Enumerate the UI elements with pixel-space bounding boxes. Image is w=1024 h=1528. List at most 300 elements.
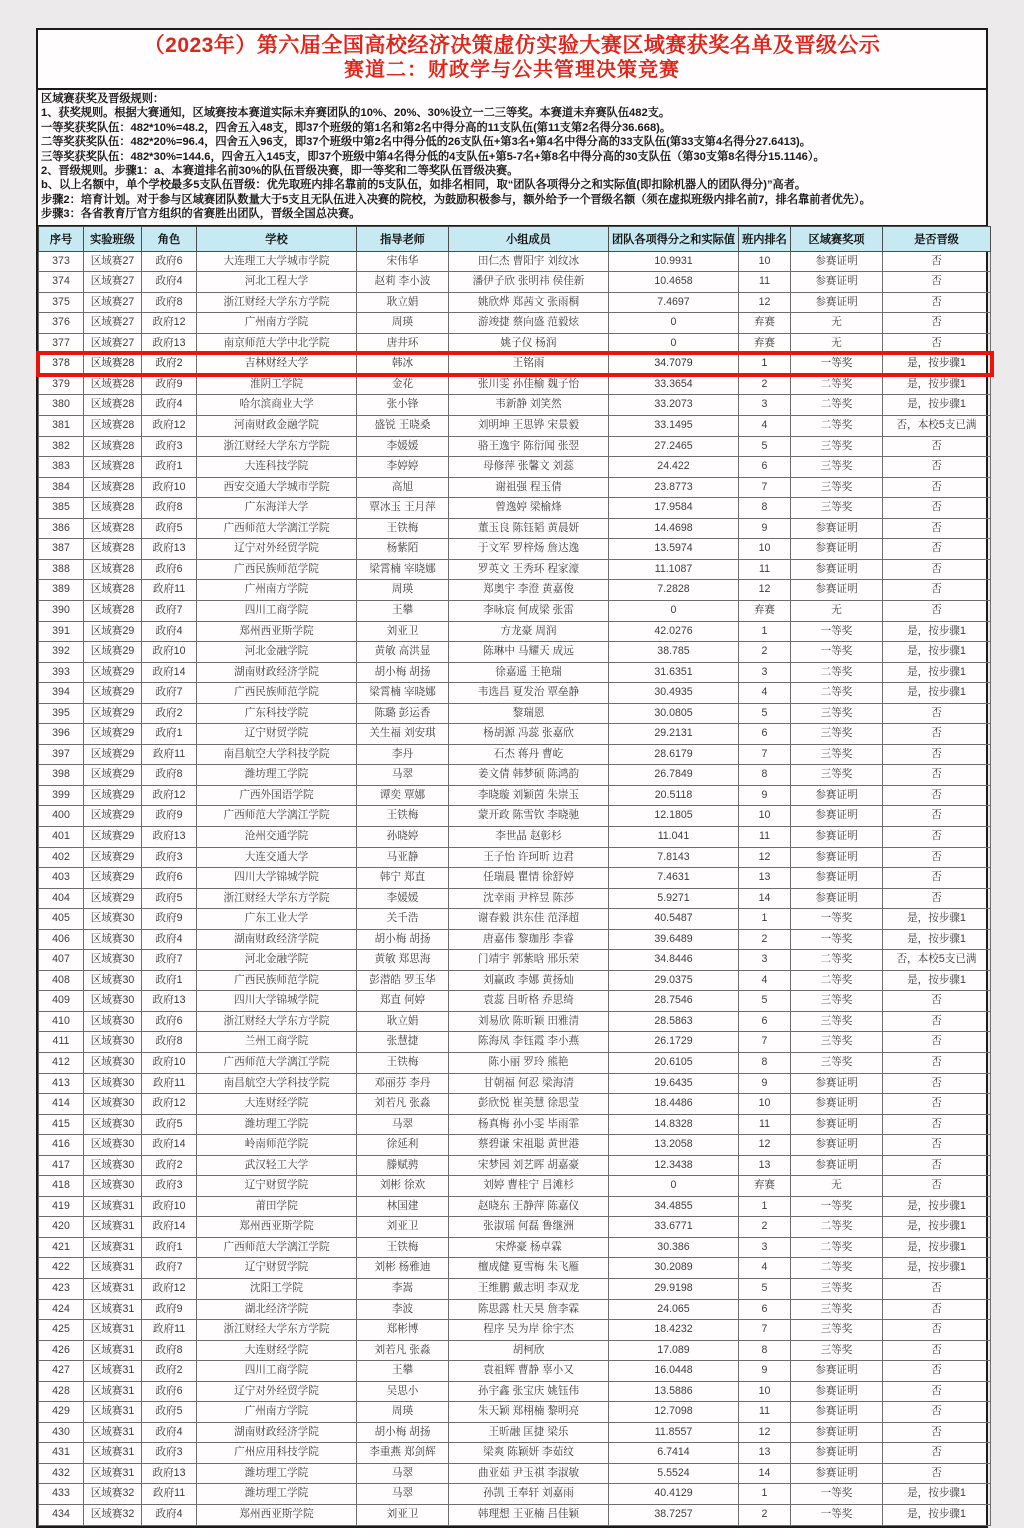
cell-promoted: 否 xyxy=(883,580,991,601)
cell-members: 石杰 蒋丹 曹屹 xyxy=(449,744,609,765)
cell-award: 参赛证明 xyxy=(791,1463,883,1484)
cell-promoted: 否 xyxy=(883,559,991,580)
cell-class: 区域赛30 xyxy=(84,991,142,1012)
cell-score: 26.1729 xyxy=(609,1032,739,1053)
cell-class-rank: 6 xyxy=(739,724,791,745)
cell-advisor: 周瑛 xyxy=(357,313,449,334)
cell-role: 政府1 xyxy=(142,457,197,478)
rules-block xyxy=(38,90,986,226)
cell-class: 区域赛30 xyxy=(84,970,142,991)
cell-role: 政府6 xyxy=(142,559,197,580)
table-row xyxy=(39,1422,991,1443)
cell-class-rank: 3 xyxy=(739,950,791,971)
cell-class: 区域赛30 xyxy=(84,1176,142,1197)
table-row xyxy=(39,703,991,724)
cell-score: 30.2089 xyxy=(609,1258,739,1279)
cell-score: 12.3438 xyxy=(609,1155,739,1176)
cell-promoted: 是，按步骤1 xyxy=(883,662,991,683)
cell-role: 政府4 xyxy=(142,929,197,950)
cell-advisor: 周瑛 xyxy=(357,580,449,601)
cell-role: 政府12 xyxy=(142,1279,197,1300)
cell-score: 33.3654 xyxy=(609,374,739,395)
cell-class-rank: 11 xyxy=(739,559,791,580)
cell-score: 28.5863 xyxy=(609,1011,739,1032)
cell-role: 政府11 xyxy=(142,1484,197,1505)
cell-class: 区域赛28 xyxy=(84,600,142,621)
table-row xyxy=(39,683,991,704)
cell-class-rank: 10 xyxy=(739,1381,791,1402)
cell-award: 一等奖 xyxy=(791,909,883,930)
cell-score: 0 xyxy=(609,1176,739,1197)
cell-award: 三等奖 xyxy=(791,1032,883,1053)
cell-promoted: 否 xyxy=(883,333,991,354)
cell-school: 湖南财政经济学院 xyxy=(197,929,357,950)
cell-score: 0 xyxy=(609,600,739,621)
cell-class-rank: 弃赛 xyxy=(739,600,791,621)
cell-award: 参赛证明 xyxy=(791,1402,883,1423)
cell-advisor: 李丹 xyxy=(357,744,449,765)
cell-award: 三等奖 xyxy=(791,1052,883,1073)
cell-class-rank: 4 xyxy=(739,416,791,437)
cell-role: 政府5 xyxy=(142,1114,197,1135)
column-header-serial: 序号 xyxy=(39,226,84,251)
cell-award: 参赛证明 xyxy=(791,251,883,272)
cell-score: 40.4129 xyxy=(609,1484,739,1505)
cell-score: 7.2828 xyxy=(609,580,739,601)
cell-school: 大连财经学院 xyxy=(197,1340,357,1361)
cell-members: 梁爽 陈颖妍 李茹纹 xyxy=(449,1443,609,1464)
cell-score: 5.9271 xyxy=(609,888,739,909)
cell-advisor: 宋伟华 xyxy=(357,251,449,272)
cell-school: 潍坊理工学院 xyxy=(197,1484,357,1505)
cell-advisor: 刘彬 杨雅迪 xyxy=(357,1258,449,1279)
cell-award: 三等奖 xyxy=(791,1340,883,1361)
cell-promoted: 否 xyxy=(883,1052,991,1073)
cell-serial: 414 xyxy=(39,1094,84,1115)
cell-serial: 374 xyxy=(39,272,84,293)
cell-role: 政府5 xyxy=(142,518,197,539)
cell-role: 政府11 xyxy=(142,1320,197,1341)
cell-class-rank: 弃赛 xyxy=(739,333,791,354)
cell-advisor: 韩冰 xyxy=(357,354,449,375)
cell-school: 广西师范大学漓江学院 xyxy=(197,1052,357,1073)
cell-award: 三等奖 xyxy=(791,724,883,745)
cell-serial: 421 xyxy=(39,1237,84,1258)
cell-advisor: 杨紫陌 xyxy=(357,539,449,560)
cell-score: 17.089 xyxy=(609,1340,739,1361)
cell-role: 政府9 xyxy=(142,1299,197,1320)
cell-role: 政府8 xyxy=(142,1340,197,1361)
cell-promoted: 否 xyxy=(883,868,991,889)
cell-promoted: 是，按步骤1 xyxy=(883,683,991,704)
cell-score: 13.2058 xyxy=(609,1135,739,1156)
table-row xyxy=(39,1094,991,1115)
cell-award: 参赛证明 xyxy=(791,888,883,909)
table-row xyxy=(39,806,991,827)
cell-award: 一等奖 xyxy=(791,1505,883,1526)
cell-role: 政府12 xyxy=(142,416,197,437)
cell-award: 参赛证明 xyxy=(791,1094,883,1115)
cell-school: 湖南财政经济学院 xyxy=(197,1422,357,1443)
cell-school: 郑州西亚斯学院 xyxy=(197,621,357,642)
cell-promoted: 否 xyxy=(883,1114,991,1135)
cell-school: 四川工商学院 xyxy=(197,1361,357,1382)
cell-school: 辽宁对外经贸学院 xyxy=(197,1381,357,1402)
cell-award: 二等奖 xyxy=(791,683,883,704)
cell-advisor: 王铁梅 xyxy=(357,518,449,539)
cell-promoted: 否 xyxy=(883,1155,991,1176)
cell-advisor: 张小锋 xyxy=(357,395,449,416)
cell-class: 区域赛31 xyxy=(84,1422,142,1443)
cell-class-rank: 7 xyxy=(739,744,791,765)
cell-award: 参赛证明 xyxy=(791,1443,883,1464)
cell-school: 广州南方学院 xyxy=(197,580,357,601)
cell-school: 广西外国语学院 xyxy=(197,785,357,806)
cell-score: 30.4935 xyxy=(609,683,739,704)
column-header-class: 实验班级 xyxy=(84,226,142,251)
table-row xyxy=(39,909,991,930)
cell-class-rank: 10 xyxy=(739,1094,791,1115)
cell-role: 政府7 xyxy=(142,950,197,971)
cell-serial: 389 xyxy=(39,580,84,601)
cell-role: 政府13 xyxy=(142,333,197,354)
cell-award: 二等奖 xyxy=(791,1237,883,1258)
cell-serial: 397 xyxy=(39,744,84,765)
rule-line-4: 三等奖获奖队伍：482*30%=144.6，四舍五入145支，即37个班级中第4名得分低的4支队伍+第5-7名+第8名中得分高的30支队伍（第30支第8名得分15.1146）。 xyxy=(41,150,825,163)
table-row xyxy=(39,621,991,642)
cell-school: 广州应用科技学院 xyxy=(197,1443,357,1464)
cell-members: 王子怡 许珂昕 边君 xyxy=(449,847,609,868)
cell-advisor: 王铁梅 xyxy=(357,806,449,827)
cell-advisor: 孙晓婷 xyxy=(357,826,449,847)
cell-school: 莆田学院 xyxy=(197,1196,357,1217)
cell-class-rank: 5 xyxy=(739,991,791,1012)
cell-promoted: 否 xyxy=(883,806,991,827)
cell-school: 沧州交通学院 xyxy=(197,826,357,847)
cell-score: 23.8773 xyxy=(609,477,739,498)
cell-role: 政府8 xyxy=(142,1032,197,1053)
cell-award: 参赛证明 xyxy=(791,580,883,601)
cell-score: 34.8446 xyxy=(609,950,739,971)
cell-advisor: 梁霄楠 宰晓娜 xyxy=(357,683,449,704)
cell-class-rank: 5 xyxy=(739,1279,791,1300)
cell-class-rank: 3 xyxy=(739,395,791,416)
cell-school: 广西民族师范学院 xyxy=(197,683,357,704)
table-row xyxy=(39,333,991,354)
cell-members: 袁祖辉 曹静 辜小又 xyxy=(449,1361,609,1382)
cell-class-rank: 弃赛 xyxy=(739,1176,791,1197)
rule-line-6: b、以上名额中，单个学校最多5支队伍晋级：优先取班内排名靠前的5支队伍，如排名相同，取“团队各项得分之和实际值(即扣除机器人的团队得分)”高者。 xyxy=(41,179,807,192)
cell-class-rank: 9 xyxy=(739,1073,791,1094)
table-row xyxy=(39,1176,991,1197)
cell-role: 政府1 xyxy=(142,970,197,991)
cell-class: 区域赛28 xyxy=(84,374,142,395)
cell-serial: 384 xyxy=(39,477,84,498)
cell-advisor: 刘亚卫 xyxy=(357,621,449,642)
cell-award: 三等奖 xyxy=(791,1011,883,1032)
cell-class-rank: 11 xyxy=(739,826,791,847)
cell-serial: 401 xyxy=(39,826,84,847)
cell-serial: 419 xyxy=(39,1196,84,1217)
cell-class-rank: 2 xyxy=(739,1505,791,1526)
cell-serial: 404 xyxy=(39,888,84,909)
cell-award: 三等奖 xyxy=(791,498,883,519)
cell-serial: 434 xyxy=(39,1505,84,1526)
cell-class: 区域赛30 xyxy=(84,1094,142,1115)
cell-members: 姚欣烨 郑茜文 张雨桐 xyxy=(449,292,609,313)
cell-promoted: 否 xyxy=(883,539,991,560)
cell-class-rank: 2 xyxy=(739,642,791,663)
cell-promoted: 是，按步骤1 xyxy=(883,929,991,950)
table-row xyxy=(39,1361,991,1382)
cell-members: 甘朝福 何忍 梁海清 xyxy=(449,1073,609,1094)
cell-members: 唐嘉伟 黎珈彤 李睿 xyxy=(449,929,609,950)
cell-members: 胡柯欣 xyxy=(449,1340,609,1361)
cell-advisor: 梁霄楠 宰晓娜 xyxy=(357,559,449,580)
cell-score: 0 xyxy=(609,333,739,354)
cell-score: 13.5886 xyxy=(609,1381,739,1402)
cell-promoted: 是，按步骤1 xyxy=(883,1505,991,1526)
cell-role: 政府10 xyxy=(142,642,197,663)
cell-role: 政府9 xyxy=(142,374,197,395)
cell-class: 区域赛28 xyxy=(84,395,142,416)
cell-serial: 395 xyxy=(39,703,84,724)
cell-promoted: 是，按步骤1 xyxy=(883,970,991,991)
cell-promoted: 否 xyxy=(883,457,991,478)
cell-class: 区域赛32 xyxy=(84,1505,142,1526)
table-row xyxy=(39,1299,991,1320)
cell-class: 区域赛30 xyxy=(84,1052,142,1073)
cell-award: 参赛证明 xyxy=(791,1155,883,1176)
cell-serial: 431 xyxy=(39,1443,84,1464)
cell-role: 政府4 xyxy=(142,1505,197,1526)
cell-advisor: 胡小梅 胡扬 xyxy=(357,929,449,950)
cell-class: 区域赛30 xyxy=(84,1073,142,1094)
cell-members: 张淑瑶 何磊 鲁继洲 xyxy=(449,1217,609,1238)
cell-school: 兰州工商学院 xyxy=(197,1032,357,1053)
cell-award: 一等奖 xyxy=(791,1484,883,1505)
cell-award: 二等奖 xyxy=(791,374,883,395)
cell-score: 16.0448 xyxy=(609,1361,739,1382)
cell-award: 一等奖 xyxy=(791,621,883,642)
cell-award: 三等奖 xyxy=(791,477,883,498)
table-row xyxy=(39,1237,991,1258)
cell-promoted: 是，按步骤1 xyxy=(883,1258,991,1279)
cell-members: 杨胡源 冯蕊 张嘉欣 xyxy=(449,724,609,745)
cell-class-rank: 8 xyxy=(739,1052,791,1073)
cell-class-rank: 5 xyxy=(739,436,791,457)
cell-class-rank: 1 xyxy=(739,909,791,930)
cell-class-rank: 14 xyxy=(739,888,791,909)
cell-school: 潍坊理工学院 xyxy=(197,1114,357,1135)
results-table-body xyxy=(39,251,991,1525)
cell-school: 浙江财经大学东方学院 xyxy=(197,1011,357,1032)
cell-members: 彭欣悦 崔美慧 徐思莹 xyxy=(449,1094,609,1115)
cell-members: 谢祖强 程玉倩 xyxy=(449,477,609,498)
page-title-line1: （2023年）第六届全国高校经济决策虚仿实验大赛区域赛获奖名单及晋级公示 xyxy=(143,34,881,57)
cell-promoted: 否 xyxy=(883,826,991,847)
cell-class: 区域赛28 xyxy=(84,518,142,539)
table-row xyxy=(39,539,991,560)
cell-score: 12.7098 xyxy=(609,1402,739,1423)
cell-promoted: 是，按步骤1 xyxy=(883,909,991,930)
cell-advisor: 王铁梅 xyxy=(357,1237,449,1258)
cell-class-rank: 5 xyxy=(739,703,791,724)
cell-role: 政府5 xyxy=(142,888,197,909)
cell-members: 韩理想 王亚楠 吕佳颖 xyxy=(449,1505,609,1526)
cell-promoted: 否 xyxy=(883,1073,991,1094)
cell-promoted: 否 xyxy=(883,991,991,1012)
cell-role: 政府6 xyxy=(142,1011,197,1032)
cell-school: 潍坊理工学院 xyxy=(197,765,357,786)
cell-members: 杨真梅 孙小雯 毕雨霏 xyxy=(449,1114,609,1135)
cell-class-rank: 1 xyxy=(739,1196,791,1217)
cell-award: 二等奖 xyxy=(791,950,883,971)
cell-class: 区域赛31 xyxy=(84,1320,142,1341)
cell-advisor: 郑直 何婷 xyxy=(357,991,449,1012)
cell-school: 大连科技学院 xyxy=(197,457,357,478)
cell-promoted: 是，按步骤1 xyxy=(883,1196,991,1217)
column-header-advisor: 指导老师 xyxy=(357,226,449,251)
cell-advisor: 金花 xyxy=(357,374,449,395)
cell-advisor: 谭奕 覃娜 xyxy=(357,785,449,806)
table-row xyxy=(39,580,991,601)
cell-advisor: 马亚静 xyxy=(357,847,449,868)
cell-role: 政府13 xyxy=(142,1463,197,1484)
cell-class: 区域赛28 xyxy=(84,580,142,601)
cell-serial: 406 xyxy=(39,929,84,950)
cell-advisor: 关千浩 xyxy=(357,909,449,930)
cell-serial: 408 xyxy=(39,970,84,991)
cell-school: 四川大学锦城学院 xyxy=(197,991,357,1012)
cell-score: 17.9584 xyxy=(609,498,739,519)
cell-advisor: 马翠 xyxy=(357,1114,449,1135)
cell-class-rank: 2 xyxy=(739,929,791,950)
cell-score: 38.7257 xyxy=(609,1505,739,1526)
cell-serial: 393 xyxy=(39,662,84,683)
cell-serial: 411 xyxy=(39,1032,84,1053)
cell-members: 宋梦园 刘艺晖 胡嘉豪 xyxy=(449,1155,609,1176)
cell-members: 谢春毅 洪东佳 范泽超 xyxy=(449,909,609,930)
cell-class-rank: 11 xyxy=(739,1114,791,1135)
cell-serial: 379 xyxy=(39,374,84,395)
cell-class: 区域赛30 xyxy=(84,1155,142,1176)
cell-award: 参赛证明 xyxy=(791,847,883,868)
cell-award: 参赛证明 xyxy=(791,518,883,539)
cell-score: 29.2131 xyxy=(609,724,739,745)
cell-promoted: 否 xyxy=(883,724,991,745)
cell-role: 政府1 xyxy=(142,724,197,745)
cell-promoted: 否 xyxy=(883,1340,991,1361)
cell-school: 大连财经学院 xyxy=(197,1094,357,1115)
cell-promoted: 是，按步骤1 xyxy=(883,1217,991,1238)
cell-school: 沈阳工学院 xyxy=(197,1279,357,1300)
cell-school: 广东海洋大学 xyxy=(197,498,357,519)
cell-promoted: 否 xyxy=(883,292,991,313)
cell-members: 门靖宇 郭紫晗 邢乐荣 xyxy=(449,950,609,971)
cell-score: 40.5487 xyxy=(609,909,739,930)
table-row xyxy=(39,785,991,806)
column-header-award: 区域赛奖项 xyxy=(791,226,883,251)
page-title xyxy=(38,30,986,90)
cell-score: 10.9931 xyxy=(609,251,739,272)
cell-award: 三等奖 xyxy=(791,1299,883,1320)
cell-promoted: 是，按步骤1 xyxy=(883,1237,991,1258)
cell-advisor: 胡小梅 胡扬 xyxy=(357,662,449,683)
cell-serial: 388 xyxy=(39,559,84,580)
table-row xyxy=(39,457,991,478)
cell-school: 潍坊理工学院 xyxy=(197,1463,357,1484)
cell-class-rank: 12 xyxy=(739,292,791,313)
cell-award: 无 xyxy=(791,313,883,334)
table-row xyxy=(39,374,991,395)
cell-advisor: 马翠 xyxy=(357,765,449,786)
cell-award: 无 xyxy=(791,1176,883,1197)
cell-role: 政府8 xyxy=(142,498,197,519)
cell-serial: 399 xyxy=(39,785,84,806)
cell-promoted: 否 xyxy=(883,477,991,498)
cell-role: 政府4 xyxy=(142,272,197,293)
cell-advisor: 李婷婷 xyxy=(357,457,449,478)
cell-promoted: 是，按步骤1 xyxy=(883,1484,991,1505)
cell-members: 田仁杰 曹阳宇 刘纹冰 xyxy=(449,251,609,272)
table-row xyxy=(39,272,991,293)
cell-score: 10.4658 xyxy=(609,272,739,293)
cell-role: 政府7 xyxy=(142,1258,197,1279)
cell-class: 区域赛32 xyxy=(84,1484,142,1505)
cell-advisor: 赵莉 李小波 xyxy=(357,272,449,293)
cell-score: 26.7849 xyxy=(609,765,739,786)
cell-role: 政府3 xyxy=(142,1176,197,1197)
cell-serial: 413 xyxy=(39,1073,84,1094)
table-row xyxy=(39,929,991,950)
table-row xyxy=(39,1381,991,1402)
page-title-line2: 赛道二：财政学与公共管理决策竞赛 xyxy=(344,59,680,81)
cell-role: 政府4 xyxy=(142,621,197,642)
cell-class: 区域赛31 xyxy=(84,1217,142,1238)
cell-members: 孙宇鑫 张宝庆 姚钰伟 xyxy=(449,1381,609,1402)
table-row xyxy=(39,251,991,272)
table-row xyxy=(39,991,991,1012)
cell-class: 区域赛27 xyxy=(84,251,142,272)
cell-serial: 380 xyxy=(39,395,84,416)
cell-score: 28.6179 xyxy=(609,744,739,765)
cell-promoted: 否 xyxy=(883,313,991,334)
cell-score: 5.5524 xyxy=(609,1463,739,1484)
cell-members: 陈小丽 罗玲 熊艳 xyxy=(449,1052,609,1073)
cell-school: 南昌航空大学科技学院 xyxy=(197,744,357,765)
cell-class-rank: 10 xyxy=(739,539,791,560)
cell-score: 14.8328 xyxy=(609,1114,739,1135)
cell-school: 吉林财经大学 xyxy=(197,354,357,375)
cell-serial: 412 xyxy=(39,1052,84,1073)
cell-advisor: 李媛媛 xyxy=(357,888,449,909)
rule-line-3: 二等奖获奖队伍：482*20%=96.4，四舍五入96支，即37个班级中第2名中得分低的26支队伍+第3名+第4名中得分高的33支队伍(第33支第4名得分27.6413)。 xyxy=(41,136,811,149)
table-row xyxy=(39,1279,991,1300)
cell-members: 陈海凤 李钰霞 李小燕 xyxy=(449,1032,609,1053)
table-row xyxy=(39,1443,991,1464)
cell-promoted: 否 xyxy=(883,1361,991,1382)
cell-class-rank: 弃赛 xyxy=(739,313,791,334)
cell-promoted: 否 xyxy=(883,703,991,724)
cell-school: 大连理工大学城市学院 xyxy=(197,251,357,272)
cell-members: 姚子仪 杨润 xyxy=(449,333,609,354)
cell-class: 区域赛31 xyxy=(84,1402,142,1423)
cell-members: 蔡碧谦 宋祖聪 黄世港 xyxy=(449,1135,609,1156)
cell-award: 无 xyxy=(791,600,883,621)
cell-award: 一等奖 xyxy=(791,1196,883,1217)
cell-members: 袁蕊 吕昕格 乔思绮 xyxy=(449,991,609,1012)
